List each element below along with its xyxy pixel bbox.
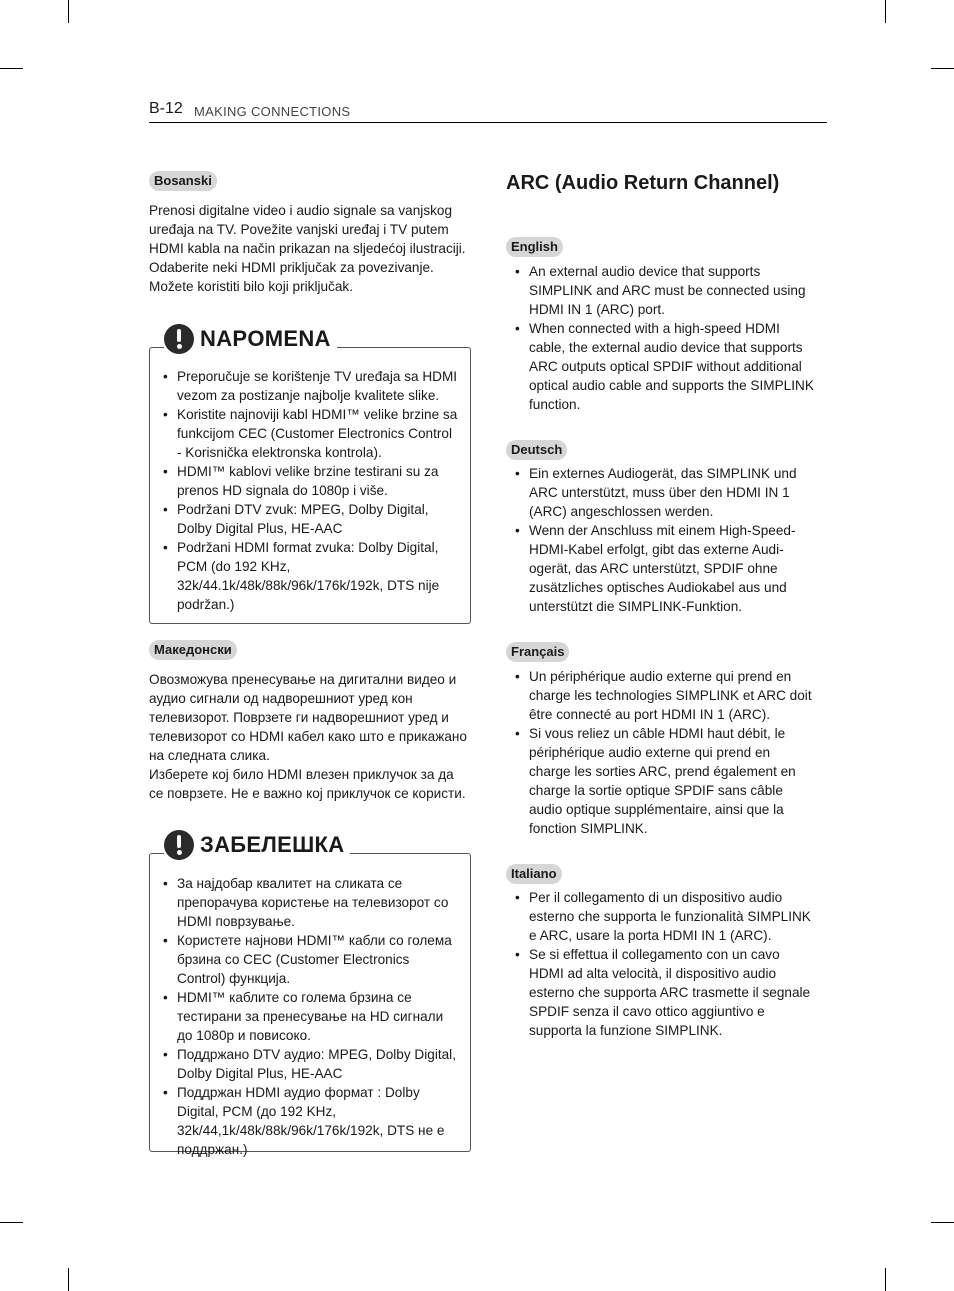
note-title: NAPOMENA: [200, 326, 331, 351]
francais-list: [502, 667, 814, 838]
note-list: [150, 874, 460, 1159]
note-item: • HDMI™ каблите со голема брзина се тестирани за пренесување на HD сигнали до 1080p и повисоко.: [150, 988, 460, 1045]
exclamation-icon: [164, 324, 194, 354]
note-item: • Поддржан HDMI аудио формат : Dolby Digital, PCM (до 192 KHz, 32k/44,1k/48k/88k/96k/176k/192k, DTS не е поддржан.): [150, 1083, 460, 1159]
note-list: [150, 367, 460, 614]
note-item: • За најдобар квалитет на сликата се препорачува користење на телевизорот со HDMI поврзување.: [150, 874, 460, 931]
list-item: • Si vous reliez un câble HDMI haut débit, le périphérique audio externe qui prend en charge les sorties ARC, prend également en charge la sortie optique SPDIF sans câble audio optique supplémentaire, ainsi que la fonction SIMPLINK.: [502, 724, 814, 838]
note-title: ЗАБЕЛЕШКА: [200, 832, 345, 857]
page-header: [149, 100, 827, 123]
page-number: B-12: [149, 100, 183, 117]
list-item: • Per il collegamento di un dispositivo audio esterno che supporta le funzionalità SIMPLINK e ARC, usare la porta HDMI IN 1 (ARC).: [502, 888, 814, 945]
crop-mark: [0, 68, 23, 69]
note-item: • Поддржано DTV аудио: MPEG, Dolby Digital, Dolby Digital Plus, HE-AAC: [150, 1045, 460, 1083]
language-tag-deutsch: Deutsch: [506, 440, 567, 460]
bosanski-paragraph: Prenosi digitalne video i audio signale sa vanjskog uređaja na TV. Povežite vanjski uređaj i TV putem HDMI kabla na način prikazan na sljedećoj ilustraciji. Odaberite neki HDMI priključak za povezivanje. Možete koristiti bilo koji priključak.: [149, 203, 466, 294]
note-item: • Podržani DTV zvuk: MPEG, Dolby Digital, Dolby Digital Plus, HE-AAC: [150, 500, 460, 538]
deutsch-list: [502, 464, 814, 616]
crop-mark: [68, 0, 69, 23]
language-tag-english: English: [506, 237, 563, 257]
list-item: • Un périphérique audio externe qui prend en charge les technologies SIMPLINK et ARC doit être connecté au port HDMI IN 1 (ARC).: [502, 667, 814, 724]
note-box-makedonski: [149, 832, 471, 1157]
note-header: [164, 324, 337, 354]
language-tag-makedonski: Македонски: [149, 640, 237, 660]
list-item: • Se si effettua il collegamento con un cavo HDMI ad alta velocità, il dispositivo audio esterno che supporta ARC trasmette il segnale SPDIF senza il cavo ottico aggiuntivo e supporta la funzione SIMPLINK.: [502, 945, 814, 1040]
crop-mark: [931, 68, 954, 69]
crop-mark: [885, 0, 886, 23]
list-item: • Ein externes Audiogerät, das SIMPLINK und ARC unterstützt, muss über den HDMI IN 1 (ARC) angeschlossen werden.: [502, 464, 814, 521]
exclamation-icon: [164, 830, 194, 860]
note-item: • Користете најнови HDMI™ кабли со голема брзина со CEC (Customer Electronics Control) функција.: [150, 931, 460, 988]
list-item: • Wenn der Anschluss mit einem High-Speed-HDMI-Kabel erfolgt, gibt das externe Audi-ogerät, das ARC unterstützt, SPDIF ohne zusätzliches optisches Audiokabel aus und unterstützt die SIMPLINK-Funktion.: [502, 521, 814, 616]
language-tag-bosanski: Bosanski: [149, 171, 217, 191]
crop-mark: [68, 1268, 69, 1291]
arc-heading: ARC (Audio Return Channel): [506, 172, 780, 194]
crop-mark: [0, 1222, 23, 1223]
makedonski-paragraph: Овозможува пренесување на дигитални видео и аудио сигнали од надворешниот уред кон телевизорот. Поврзете ги надворешниот уред и телевизорот со HDMI кабел како што е прикажано на следната слика. Изберете кој било HDMI влезен приклучок за да се поврзете. Не е важно кој приклучок се користи.: [149, 672, 467, 801]
crop-mark: [931, 1222, 954, 1223]
note-item: • Preporučuje se korištenje TV uređaja sa HDMI vezom za postizanje najbolje kvalitete slike.: [150, 367, 460, 405]
crop-mark: [885, 1268, 886, 1291]
language-tag-francais: Français: [506, 642, 569, 662]
note-item: • Podržani HDMI format zvuka: Dolby Digital, PCM (do 192 KHz, 32k/44.1k/48k/88k/96k/176k/192k, DTS nije podržan.): [150, 538, 460, 614]
section-title: MAKING CONNECTIONS: [194, 104, 351, 119]
note-box-bosanski: [149, 326, 471, 624]
note-item: • HDMI™ kablovi velike brzine testirani su za prenos HD signala do 1080p i više.: [150, 462, 460, 500]
list-item: • An external audio device that supports SIMPLINK and ARC must be connected using HDMI IN 1 (ARC) port.: [502, 262, 814, 319]
note-header: [164, 830, 350, 860]
italiano-list: [502, 888, 814, 1040]
english-list: [502, 262, 814, 414]
list-item: • When connected with a high-speed HDMI cable, the external audio device that supports ARC outputs optical SPDIF without additional optical audio cable and supports the SIMPLINK function.: [502, 319, 814, 414]
note-item: • Koristite najnoviji kabl HDMI™ velike brzine sa funkcijom CEC (Customer Electronics Control - Korisnička elektronska kontrola).: [150, 405, 460, 462]
language-tag-italiano: Italiano: [506, 864, 562, 884]
